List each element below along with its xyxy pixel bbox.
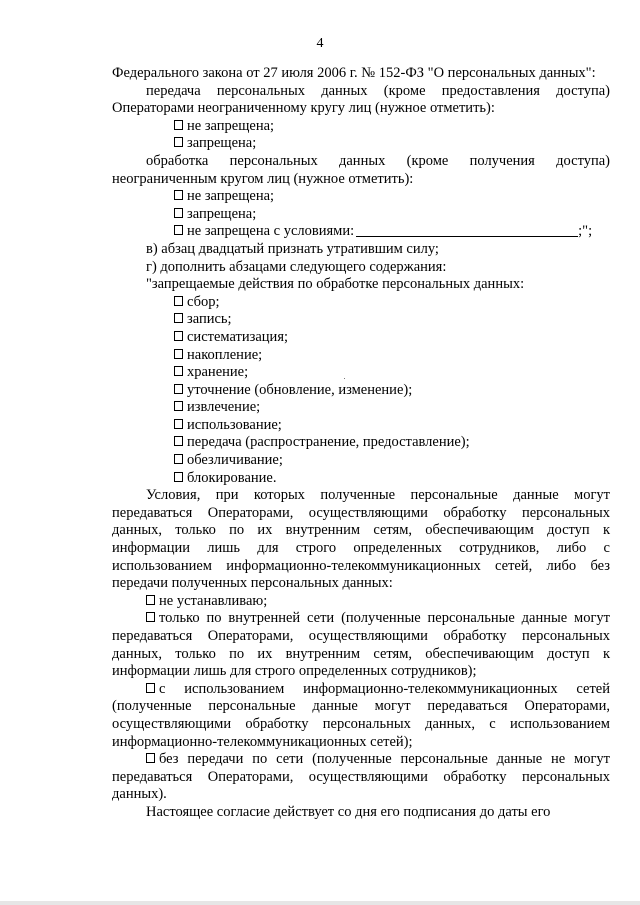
checkbox[interactable] bbox=[174, 331, 183, 341]
list-item: извлечение; bbox=[112, 399, 610, 417]
list-item: блокирование. bbox=[112, 470, 610, 488]
checkbox[interactable] bbox=[174, 190, 183, 200]
condition-option-4: без передачи по сети (полученные персональные данные не могут передаваться Операторами, осуществляющими обработку персональных данных). bbox=[112, 751, 610, 803]
final-paragraph: Настоящее согласие действует со дня его подписания до даты его bbox=[146, 803, 551, 820]
list-item: использование; bbox=[112, 417, 610, 435]
option-not-forbidden-2: не запрещена; bbox=[112, 188, 610, 206]
checkbox[interactable] bbox=[174, 313, 183, 323]
list-item: хранение; bbox=[112, 364, 610, 382]
checkbox[interactable] bbox=[174, 384, 183, 394]
page-number: 4 bbox=[316, 36, 324, 51]
checkbox[interactable] bbox=[174, 208, 183, 218]
option-conditional: не запрещена с условиями: ;"; bbox=[112, 223, 610, 241]
actions-list bbox=[112, 294, 610, 488]
conditions-blank-line[interactable] bbox=[356, 224, 578, 237]
checkbox[interactable] bbox=[174, 366, 183, 376]
list-item: уточнение (обновление, изменение); bbox=[112, 382, 610, 400]
condition-option-1: не устанавливаю; bbox=[112, 593, 610, 611]
list-item: систематизация; bbox=[112, 329, 610, 347]
checkbox[interactable] bbox=[174, 419, 183, 429]
option-forbidden-2: запрещена; bbox=[112, 206, 610, 224]
list-item: накопление; bbox=[112, 347, 610, 365]
checkbox[interactable] bbox=[174, 137, 183, 147]
checkbox[interactable] bbox=[174, 472, 183, 482]
conditions-paragraph: Условия, при которых полученные персональные данные могут передаваться Операторами, осуществляющими обработку персональных данных, только по их внутренним сетям, обеспечивающим доступ к информации лишь для строго определенных сотрудников, либо с использованием информационно-телекоммуникационных сетей, либо без передачи полученных персональных данных: bbox=[112, 487, 610, 592]
option-forbidden: запрещена; bbox=[112, 135, 610, 153]
condition-option-2: только по внутренней сети (полученные персональные данные могут передаваться Операторами, осуществляющими обработку персональных данных, только по их внутренним сетям, обеспечивающим доступ к информации лишь для строго определенных сотрудников); bbox=[112, 610, 610, 680]
checkbox[interactable] bbox=[146, 753, 155, 763]
document-body bbox=[112, 65, 610, 822]
checkbox[interactable] bbox=[174, 225, 183, 235]
checkbox[interactable] bbox=[146, 595, 155, 605]
checkbox[interactable] bbox=[174, 296, 183, 306]
checkbox[interactable] bbox=[174, 454, 183, 464]
prohibited-actions-heading: "запрещаемые действия по обработке персональных данных: bbox=[146, 276, 525, 293]
item-g: г) дополнить абзацами следующего содержания: bbox=[146, 258, 447, 275]
checkbox[interactable] bbox=[174, 120, 183, 130]
condition-option-3: с использованием информационно-телекоммуникационных сетей (полученные персональные данные могут передаваться Операторами, осуществляющими обработку персональных данных, с использованием информационно-телекоммуникационных сетей); bbox=[112, 680, 610, 750]
list-item: обезличивание; bbox=[112, 452, 610, 470]
item-v: в) абзац двадцатый признать утратившим силу; bbox=[146, 240, 439, 257]
checkbox[interactable] bbox=[174, 401, 183, 411]
checkbox[interactable] bbox=[146, 612, 155, 622]
scan-speck bbox=[344, 378, 345, 379]
transfer-paragraph: передача персональных данных (кроме предоставления доступа) Операторами неограниченному кругу лиц (нужное отметить): bbox=[112, 82, 610, 117]
option-not-forbidden: не запрещена; bbox=[112, 118, 610, 136]
intro-paragraph: Федерального закона от 27 июля 2006 г. № 152-ФЗ "О персональных данных": bbox=[112, 65, 596, 81]
list-item: сбор; bbox=[112, 294, 610, 312]
checkbox[interactable] bbox=[146, 683, 155, 693]
checkbox[interactable] bbox=[174, 349, 183, 359]
list-item: запись; bbox=[112, 311, 610, 329]
processing-paragraph: обработка персональных данных (кроме получения доступа) неограниченным кругом лиц (нужное отметить): bbox=[112, 152, 610, 187]
page-bottom-edge bbox=[0, 901, 640, 905]
list-item: передача (распространение, предоставление); bbox=[112, 434, 610, 452]
checkbox[interactable] bbox=[174, 436, 183, 446]
